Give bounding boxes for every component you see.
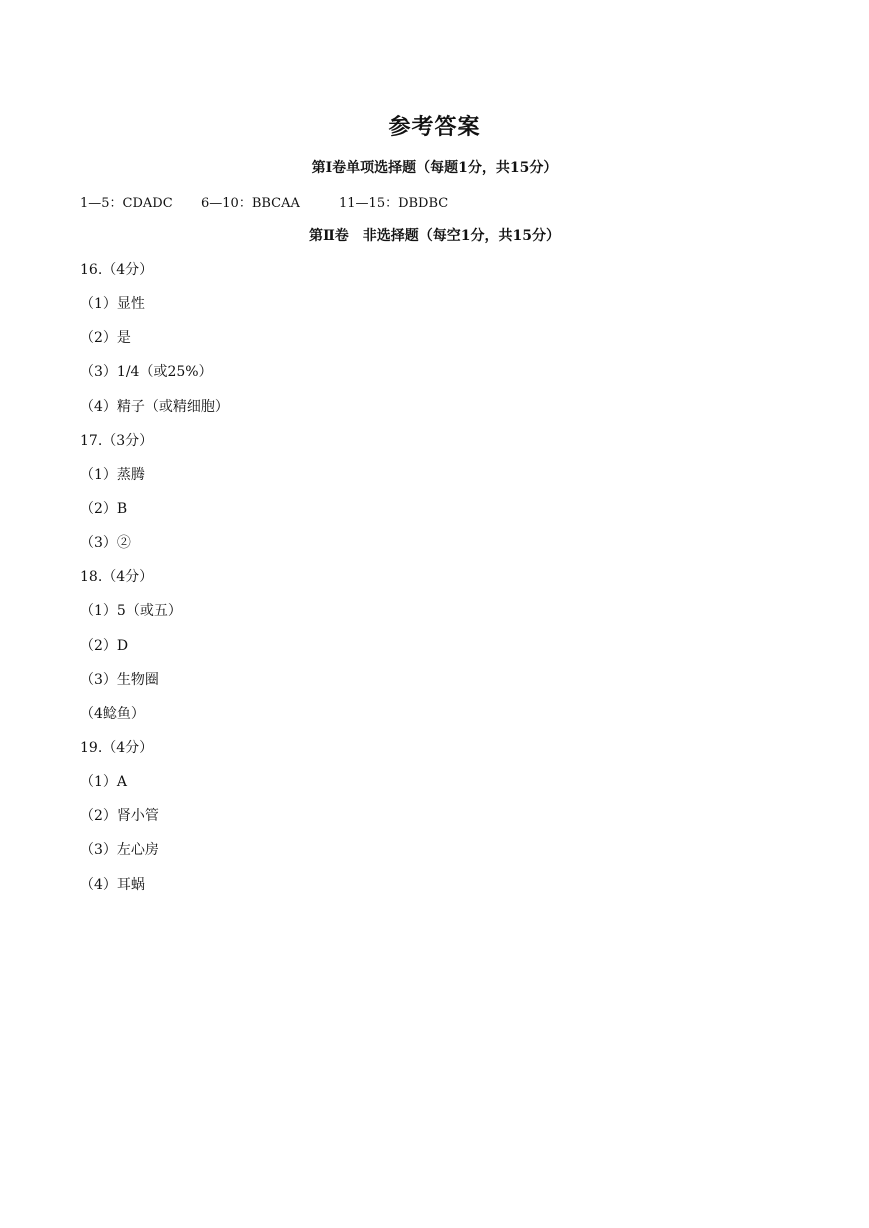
answer-line: （1）5（或五） xyxy=(80,603,182,619)
answer-line: （3）左心房 xyxy=(80,842,159,858)
part2-heading: 第Ⅱ卷 非选择题（每空1分，共15分） xyxy=(308,228,561,244)
mc-answers-6-10: 6—10：BBCAA xyxy=(201,196,300,211)
answer-line: （1）蒸腾 xyxy=(80,467,145,483)
answer-line: （4）精子（或精细胞） xyxy=(80,399,229,415)
answer-line: （2）是 xyxy=(80,330,131,346)
question-header-16: 16.（4分） xyxy=(80,262,154,278)
answer-line: （4）耳蜗 xyxy=(80,877,145,893)
question-header-19: 19.（4分） xyxy=(80,740,154,756)
answer-line: （2）B xyxy=(80,501,128,517)
answer-line: （1）A xyxy=(80,774,128,790)
answer-line: （3）1/4（或25%） xyxy=(80,364,213,380)
question-header-17: 17.（3分） xyxy=(80,433,154,449)
answer-line: （4鲶鱼） xyxy=(80,706,145,722)
question-header-18: 18.（4分） xyxy=(80,569,154,585)
part1-heading: 第Ⅰ卷单项选择题（每题1分，共15分） xyxy=(311,160,558,176)
answer-line: （3）② xyxy=(80,535,131,551)
mc-answers-11-15: 11—15：DBDBC xyxy=(339,196,449,211)
answer-line: （2）肾小管 xyxy=(80,808,159,824)
answer-line: （3）生物圈 xyxy=(80,672,159,688)
answer-line: （1）显性 xyxy=(80,296,145,312)
page-title: 参考答案 xyxy=(388,114,481,140)
mc-answers-1-5: 1—5：CDADC xyxy=(80,196,173,211)
answer-line: （2）D xyxy=(80,638,129,654)
